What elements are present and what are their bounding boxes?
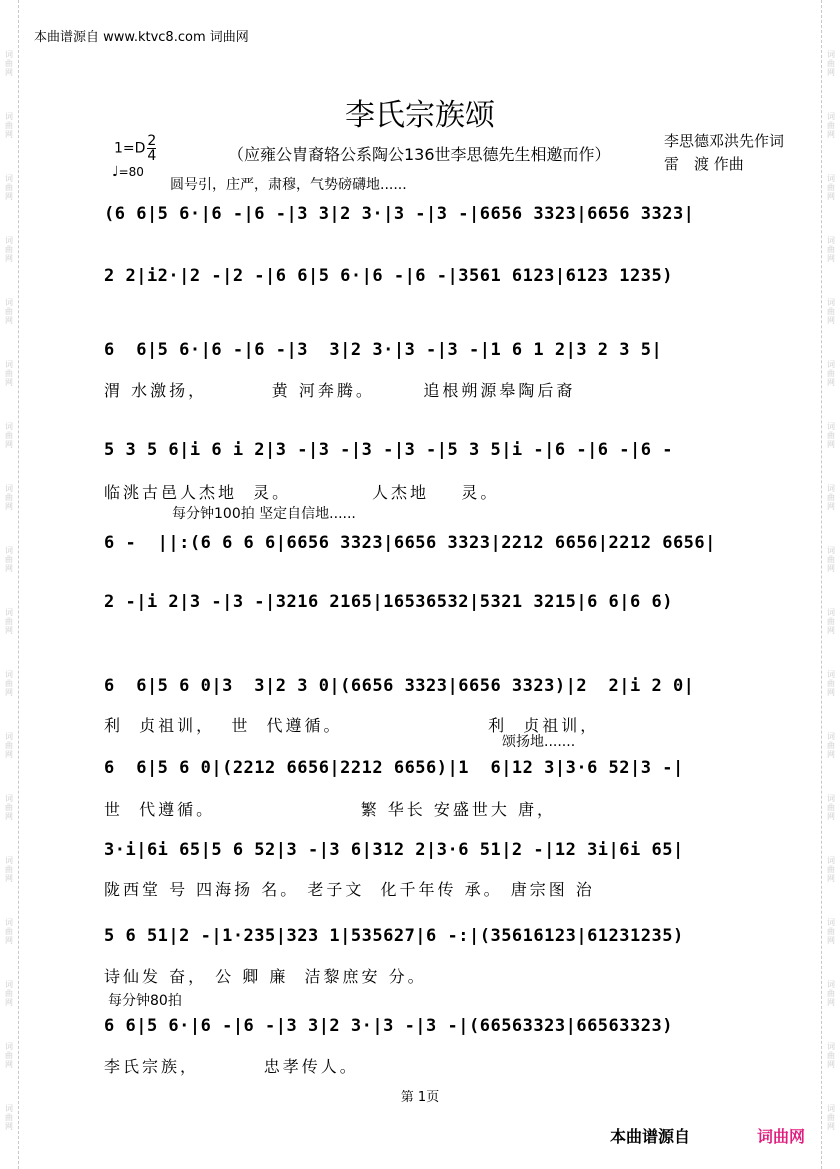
- footer-site-logo: 词曲网: [757, 1127, 806, 1146]
- margin-watermark-text: 词 曲 网: [827, 174, 835, 201]
- left-margin-watermark: [0, 0, 19, 1169]
- lyric-line-6: 诗仙发 奋， 公 卿 廉 洁黎庶安 分。: [104, 967, 427, 986]
- margin-watermark-text: 词 曲 网: [5, 112, 13, 139]
- time-signature: [147, 134, 156, 163]
- staff-line-3: 6 6|5 6·|6 -|6 -|3 3|2 3·|3 -|3 -|1 6 1 2|3 2 3 5|: [104, 340, 663, 360]
- margin-watermark-text: 词 曲 网: [5, 484, 13, 511]
- composer-credit: 雷 渡 作曲: [664, 155, 744, 173]
- song-title: 李氏宗族颂: [345, 98, 495, 133]
- margin-watermark-text: 词 曲 网: [5, 174, 13, 201]
- margin-watermark-text: 词 曲 网: [5, 980, 13, 1007]
- margin-watermark-text: 词 曲 网: [827, 298, 835, 325]
- margin-watermark-text: 词 曲 网: [5, 794, 13, 821]
- margin-watermark-text: 词 曲 网: [5, 670, 13, 697]
- margin-watermark-text: 词 曲 网: [5, 856, 13, 883]
- margin-watermark-text: 词 曲 网: [827, 794, 835, 821]
- header-source-text: 本曲谱源自 www.ktvc8.com 词曲网: [34, 30, 249, 45]
- lyricist-credit: 李思德邓洪先作词: [664, 132, 785, 150]
- quarter-note-icon: ♩: [112, 164, 119, 180]
- staff-line-4: 5 3 5 6|i 6 i 2|3 -|3 -|3 -|3 -|5 3 5|i -|6 -|6 -|6 -: [104, 440, 673, 460]
- staff-line-2: 2 2|i2·|2 -|2 -|6 6|5 6·|6 -|6 -|3561 6123|6123 1235): [104, 266, 673, 286]
- margin-watermark-text: 词 曲 网: [827, 608, 835, 635]
- margin-watermark-text: 词 曲 网: [827, 1104, 835, 1131]
- key-signature: [114, 134, 156, 163]
- margin-watermark-text: 词 曲 网: [827, 546, 835, 573]
- margin-watermark-text: 词 曲 网: [5, 422, 13, 449]
- lyric-line-5: 陇西堂 号 四海扬 名。 老子文 化千年传 承。 唐宗图 治: [104, 880, 595, 899]
- staff-line-11: 6 6|5 6·|6 -|6 -|3 3|2 3·|3 -|3 -|(66563323|66563323): [104, 1016, 673, 1036]
- expression-praise: 颂扬地.......: [502, 734, 576, 750]
- margin-watermark-text: 词 曲 网: [827, 50, 835, 77]
- expression-tempo-80: 每分钟80拍: [108, 993, 182, 1009]
- margin-watermark-text: 词 曲 网: [5, 1042, 13, 1069]
- footer-source-text: 本曲谱源自: [610, 1127, 691, 1146]
- song-subtitle: （应雍公胄裔辂公系陶公136世李思德先生相邀而作）: [228, 145, 611, 164]
- margin-watermark-text: 词 曲 网: [5, 236, 13, 263]
- margin-watermark-text: 词 曲 网: [5, 608, 13, 635]
- margin-watermark-text: 词 曲 网: [5, 546, 13, 573]
- margin-watermark-text: 词 曲 网: [827, 670, 835, 697]
- expression-tempo-100: 每分钟100拍 坚定自信地......: [172, 506, 356, 522]
- staff-line-6: 2 -|i 2|3 -|3 -|3216 2165|16536532|5321 3215|6 6|6 6): [104, 592, 673, 612]
- margin-watermark-text: 词 曲 网: [827, 732, 835, 759]
- margin-watermark-text: 词 曲 网: [5, 1104, 13, 1131]
- margin-watermark-text: 词 曲 网: [5, 918, 13, 945]
- lyric-line-1: 渭 水激扬， 黄 河奔腾。 追根朔源皋陶后裔: [104, 381, 576, 400]
- margin-watermark-text: 词 曲 网: [827, 360, 835, 387]
- staff-line-1: (6 6|5 6·|6 -|6 -|3 3|2 3·|3 -|3 -|6656 3323|6656 3323|: [104, 204, 695, 224]
- margin-watermark-text: 词 曲 网: [827, 112, 835, 139]
- margin-watermark-text: 词 曲 网: [827, 918, 835, 945]
- expression-intro: 圆号引，庄严，肃穆，气势磅礴地......: [170, 177, 407, 193]
- tempo-value: =80: [118, 165, 144, 179]
- staff-line-7: 6 6|5 6 0|3 3|2 3 0|(6656 3323|6656 3323)|2 2|i 2 0|: [104, 676, 695, 696]
- margin-watermark-text: 词 曲 网: [5, 732, 13, 759]
- lyric-line-2: 临洮古邑人杰地 灵。 人杰地 灵。: [104, 483, 500, 502]
- margin-watermark-text: 词 曲 网: [827, 856, 835, 883]
- page-number: 第 1页: [400, 1090, 440, 1105]
- margin-watermark-text: 词 曲 网: [827, 980, 835, 1007]
- lyric-line-7: 李氏宗族， 忠孝传人。: [104, 1057, 359, 1076]
- margin-watermark-text: 词 曲 网: [5, 50, 13, 77]
- margin-watermark-text: 词 曲 网: [5, 298, 13, 325]
- right-margin-watermark: [821, 0, 840, 1169]
- time-signature-bottom: 4: [147, 148, 157, 164]
- tempo-marking: [112, 164, 144, 180]
- staff-line-5: 6 - ||:(6 6 6 6|6656 3323|6656 3323|2212 6656|2212 6656|: [104, 533, 716, 553]
- staff-line-10: 5 6 51|2 -|1·235|323 1|535627|6 -:|(35616123|61231235): [104, 926, 684, 946]
- staff-line-8: 6 6|5 6 0|(2212 6656|2212 6656)|1 6|12 3|3·6 52|3 -|: [104, 758, 684, 778]
- margin-watermark-text: 词 曲 网: [827, 422, 835, 449]
- lyric-line-3: 利 贞祖训， 世 代遵循。 利 贞祖训，: [104, 716, 600, 735]
- margin-watermark-text: 词 曲 网: [827, 236, 835, 263]
- time-signature-top: 2: [147, 133, 157, 149]
- margin-watermark-text: 词 曲 网: [5, 360, 13, 387]
- margin-watermark-text: 词 曲 网: [827, 484, 835, 511]
- lyric-line-4: 世 代遵循。 繁 华长 安盛世大 唐，: [104, 800, 556, 819]
- staff-line-9: 3·i|6i 65|5 6 52|3 -|3 6|312 2|3·6 51|2 -|12 3i|6i 65|: [104, 840, 684, 860]
- key-label: 1=D: [114, 140, 146, 157]
- margin-watermark-text: 词 曲 网: [827, 1042, 835, 1069]
